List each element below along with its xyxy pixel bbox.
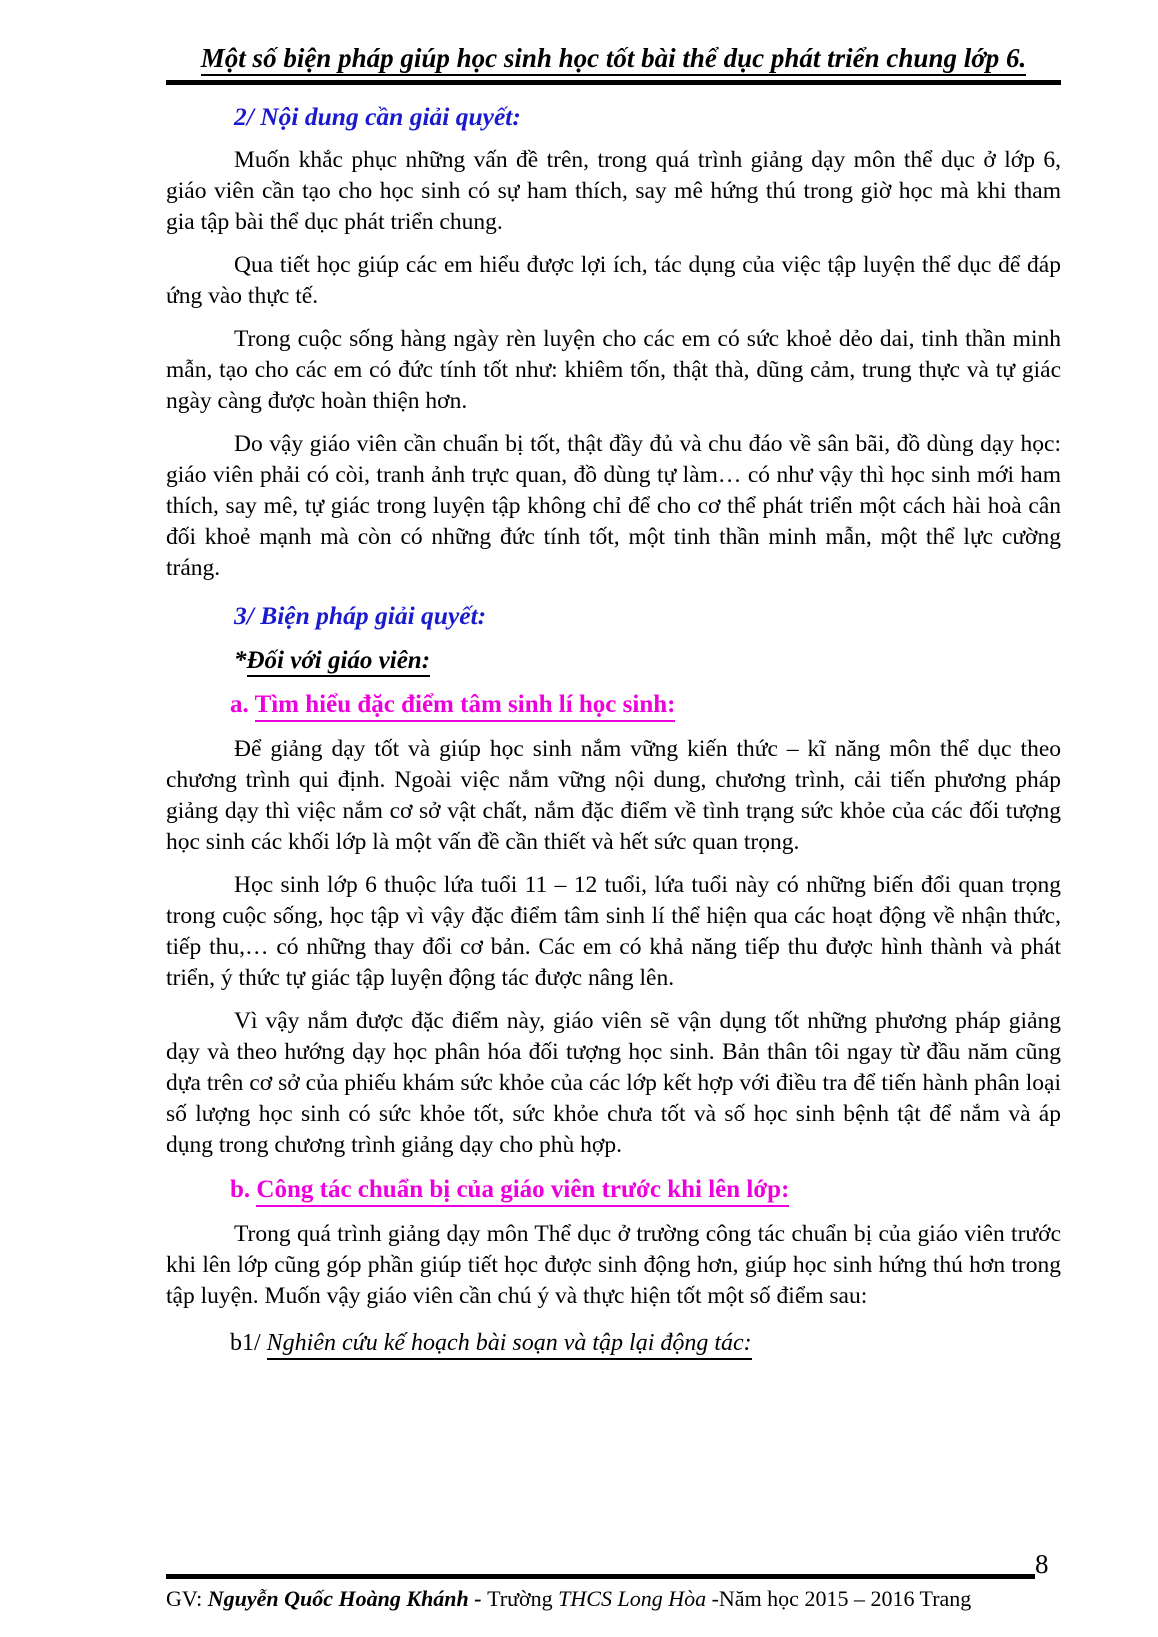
paragraph-5: Để giảng dạy tốt và giúp học sinh nắm vững kiến thức – kĩ năng môn thể dục theo chương trình qui định. Ngoài việc nắm vững nội dung, chương trình, cải tiến phương pháp giảng dạy thì việc nắm cơ sở vật chất, nắm đặc điểm về tình trạng sức khỏe của các đối tượng học sinh các khối lớp là một vấn đề cần thiết và hết sức quan trọng. bbox=[166, 736, 1061, 855]
heading-a bbox=[230, 688, 1061, 722]
paragraph-1: Muốn khắc phục những vấn đề trên, trong quá trình giảng dạy môn thể dục ở lớp 6, giáo viên cần tạo cho học sinh có sự ham thích, say mê hứng thú trong giờ học mà khi tham gia tập bài thể dục phát triển chung. bbox=[166, 147, 1061, 235]
section-heading-2: 2/ Nội dung cần giải quyết: bbox=[234, 102, 521, 131]
heading-b1-text: Nghiên cứu kế hoạch bài soạn và tập lại động tác: bbox=[267, 1330, 752, 1360]
page-header bbox=[166, 40, 1061, 85]
paragraph-6: Học sinh lớp 6 thuộc lứa tuổi 11 – 12 tuổi, lứa tuổi này có những biến đổi quan trọng trong cuộc sống, học tập vì vậy đặc điểm tâm sinh lí thể hiện qua các hoạt động về nhận thức, tiếp thu,… có những thay đổi cơ bản. Các em có khả năng tiếp thu được hình thành và phát triển, ý thức tự giác tập luyện động tác được nâng lên. bbox=[166, 872, 1061, 991]
footer-teacher-name: Nguyễn Quốc Hoàng Khánh - bbox=[207, 1586, 488, 1611]
footer-school-prefix: Trường bbox=[487, 1586, 559, 1611]
paragraph-4: Do vậy giáo viên cần chuẩn bị tốt, thật đầy đủ và chu đáo về sân bãi, đồ dùng dạy học: giáo viên phải có còi, tranh ảnh trực quan, đồ dùng tự làm… có như vậy thì học sinh mới ham thích, say mê, tự giác trong luyện tập không chỉ để cho cơ thể phát triển một cách hài hoà cân đối khoẻ mạnh mà còn có những đức tính tốt, một tinh thần minh mẫn, một thể lực cường tráng. bbox=[166, 431, 1061, 581]
footer-school-name: THCS Long Hòa bbox=[558, 1586, 707, 1611]
footer-gv-label: GV: bbox=[166, 1586, 208, 1611]
paragraph-8: Trong quá trình giảng dạy môn Thể dục ở trường công tác chuẩn bị của giáo viên trước khi lên lớp cũng góp phần giúp tiết học được sinh động hơn, giúp học sinh hứng thú hơn trong tập luyện. Muốn vậy giáo viên cần chú ý và thực hiện tốt một số điểm sau: bbox=[166, 1221, 1061, 1309]
page-footer bbox=[166, 1584, 971, 1614]
page-title bbox=[166, 40, 1061, 76]
page-number: 8 bbox=[1035, 1549, 1049, 1579]
paragraph-2: Qua tiết học giúp các em hiểu được lợi ích, tác dụng của việc tập luyện thể dục để đáp ứng vào thực tế. bbox=[166, 252, 1061, 309]
heading-b-prefix: b. bbox=[230, 1176, 257, 1203]
paragraph-3: Trong cuộc sống hàng ngày rèn luyện cho các em có sức khoẻ dẻo dai, tinh thần minh mẫn, tạo cho các em có đức tính tốt như: khiêm tốn, thật thà, dũng cảm, trung thực và tự giác ngày càng được hoàn thiện hơn. bbox=[166, 326, 1061, 414]
heading-b1-prefix: b1/ bbox=[230, 1330, 267, 1356]
footer-year-text: -Năm học 2015 – 2016 Trang bbox=[706, 1586, 972, 1611]
heading-b1 bbox=[230, 1326, 1061, 1360]
page-body bbox=[166, 40, 1061, 1360]
subheading-teacher bbox=[234, 644, 1061, 678]
heading-a-prefix: a. bbox=[230, 691, 255, 718]
section-heading-3: 3/ Biện pháp giải quyết: bbox=[234, 601, 487, 630]
heading-b bbox=[230, 1173, 1061, 1207]
footer-rule bbox=[166, 1574, 1035, 1579]
heading-a-text: Tìm hiểu đặc điểm tâm sinh lí học sinh: bbox=[255, 691, 676, 722]
subheading-teacher-text: Đối với giáo viên: bbox=[247, 647, 431, 677]
header-rule bbox=[166, 80, 1061, 85]
paragraph-7: Vì vậy nắm được đặc điểm này, giáo viên sẽ vận dụng tốt những phương pháp giảng dạy và theo hướng dạy học phân hóa đối tượng học sinh. Bản thân tôi ngay từ đầu năm cũng dựa trên cơ sở của phiếu khám sức khỏe của các lớp kết hợp với điều tra để tiến hành phân loại số lượng học sinh có sức khỏe tốt, sức khỏe chưa tốt và số học sinh bệnh tật để nắm và áp dụng trong chương trình giảng dạy cho phù hợp. bbox=[166, 1008, 1061, 1158]
page-title-text: Một số biện pháp giúp học sinh học tốt bài thể dục phát triển chung lớp 6. bbox=[201, 43, 1026, 76]
subheading-teacher-star: * bbox=[234, 647, 247, 674]
heading-b-text: Công tác chuẩn bị của giáo viên trước khi lên lớp: bbox=[256, 1176, 789, 1207]
